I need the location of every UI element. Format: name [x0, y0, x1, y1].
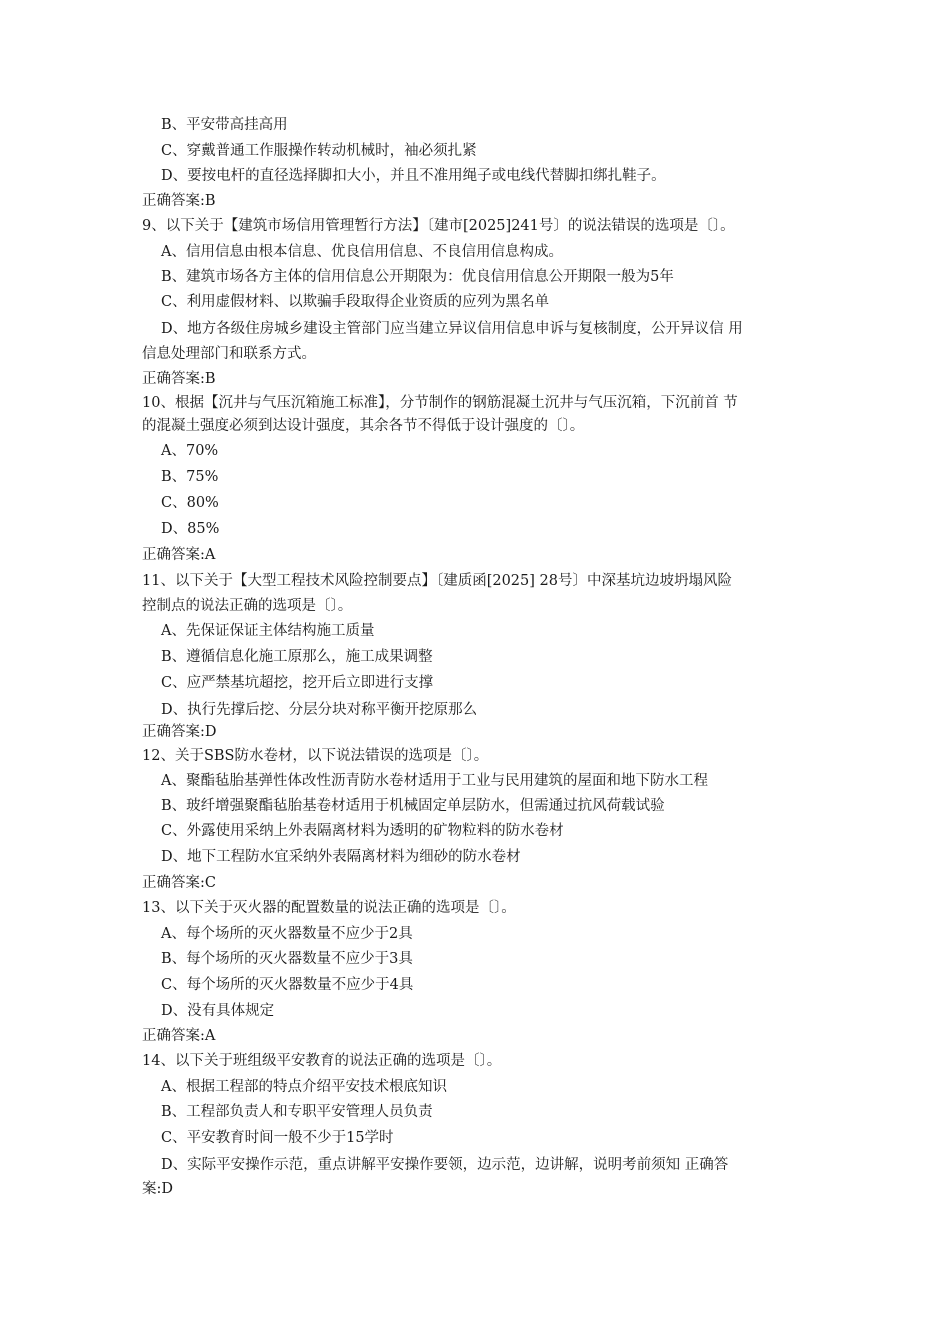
answer-line: 正确答案:B [142, 193, 216, 209]
answer-line: 案:D [142, 1181, 174, 1197]
option-line: D、要按电杆的直径选择脚扣大小，并且不准用绳子或电线代替脚扣绑扎鞋子。 [161, 168, 666, 184]
answer-line: 正确答案:C [142, 875, 216, 891]
answer-line: 正确答案:B [142, 371, 216, 387]
option-line: C、80% [161, 495, 219, 511]
question-stem-continuation: 控制点的说法正确的选项是〔〕。 [142, 598, 353, 614]
option-line-continuation: 信息处理部门和联系方式。 [142, 346, 316, 362]
question-stem: 13、以下关于灭火器的配置数量的说法正确的选项是〔〕。 [142, 900, 516, 916]
option-line: C、应严禁基坑超挖，挖开后立即进行支撑 [161, 675, 434, 691]
option-line: D、实际平安操作示范，重点讲解平安操作要领，边示范，边讲解，说明考前须知 正确答 [161, 1157, 729, 1173]
question-stem: 12、关于SBS防水卷材，以下说法错误的选项是〔〕。 [142, 748, 489, 764]
question-stem: 11、以下关于【大型工程技术风险控制要点】〔建质函[2025] 28号〕中深基坑边坡坍塌风险 [142, 573, 732, 589]
option-line: A、根据工程部的特点介绍平安技术根底知识 [161, 1079, 447, 1095]
answer-line: 正确答案:A [142, 547, 216, 563]
question-stem: 9、以下关于【建筑市场信用管理暂行方法】〔建市[2025]241号〕的说法错误的选项是〔〕。 [142, 218, 735, 234]
question-stem: 10、根据【沉井与气压沉箱施工标准】，分节制作的钢筋混凝土沉井与气压沉箱，下沉前首 节 [142, 395, 738, 411]
option-line: D、85% [161, 521, 220, 537]
option-line: D、地下工程防水宜采纳外表隔离材料为细砂的防水卷材 [161, 849, 521, 865]
question-stem: 14、以下关于班组级平安教育的说法正确的选项是〔〕。 [142, 1053, 502, 1069]
option-line: C、每个场所的灭火器数量不应少于4具 [161, 977, 414, 993]
option-line: D、执行先撑后挖、分层分块对称平衡开挖原那么 [161, 702, 478, 718]
option-line: A、信用信息由根本信息、优良信用信息、不良信用信息构成。 [161, 244, 563, 260]
option-line: C、平安教育时间一般不少于15学时 [161, 1130, 394, 1146]
option-line: B、玻纤增强聚酯毡胎基卷材适用于机械固定单层防水，但需通过抗风荷载试验 [161, 798, 665, 814]
answer-line: 正确答案:A [142, 1028, 216, 1044]
option-line: B、工程部负责人和专职平安管理人员负责 [161, 1104, 433, 1120]
option-line: C、穿戴普通工作服操作转动机械时，袖必须扎紧 [161, 143, 477, 159]
option-line: B、建筑市场各方主体的信用信息公开期限为：优良信用信息公开期限一般为5年 [161, 269, 674, 285]
question-stem-continuation: 的混凝土强度必须到达设计强度，其余各节不得低于设计强度的〔〕。 [142, 418, 585, 434]
option-line: A、70% [161, 443, 219, 459]
option-line: B、75% [161, 469, 219, 485]
option-line: A、先保证保证主体结构施工质量 [161, 623, 375, 639]
answer-line: 正确答案:D [142, 724, 217, 740]
option-line: D、没有具体规定 [161, 1003, 275, 1019]
option-line: D、地方各级住房城乡建设主管部门应当建立异议信用信息申诉与复核制度，公开异议信 用 [161, 321, 743, 337]
option-line: C、利用虚假材料、以欺骗手段取得企业资质的应列为黑名单 [161, 294, 550, 310]
option-line: B、平安带高挂高用 [161, 117, 288, 133]
option-line: A、聚酯毡胎基弹性体改性沥青防水卷材适用于工业与民用建筑的屋面和地下防水工程 [161, 773, 708, 789]
option-line: A、每个场所的灭火器数量不应少于2具 [161, 926, 413, 942]
option-line: C、外露使用采纳上外表隔离材料为透明的矿物粒料的防水卷材 [161, 823, 564, 839]
option-line: B、遵循信息化施工原那么，施工成果调整 [161, 649, 433, 665]
option-line: B、每个场所的灭火器数量不应少于3具 [161, 951, 413, 967]
